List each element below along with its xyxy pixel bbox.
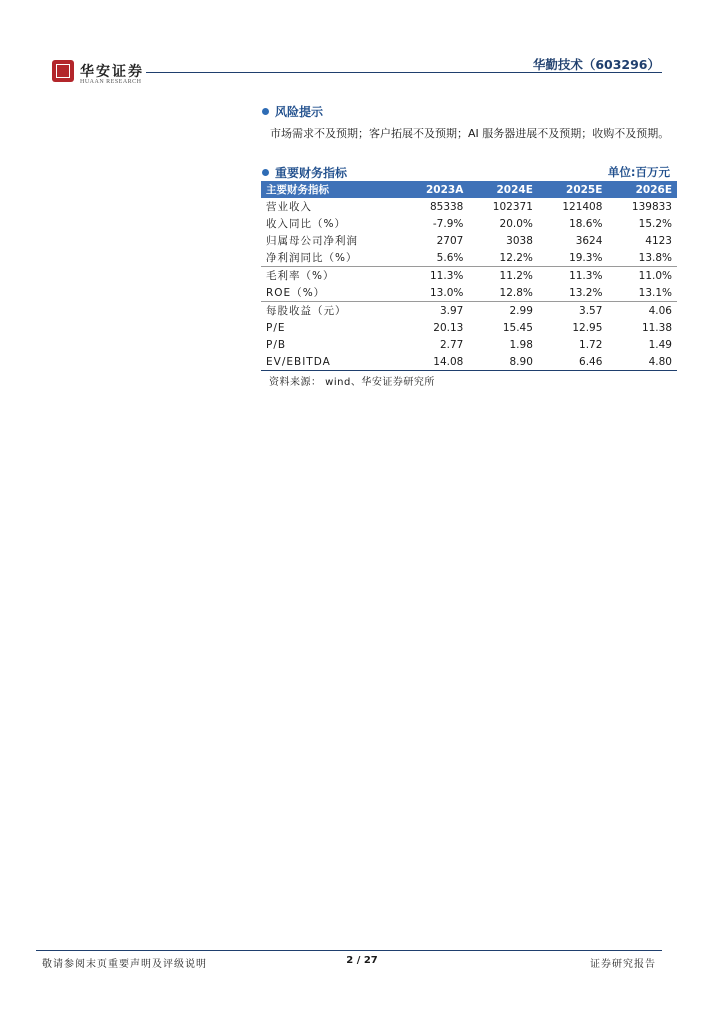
table-cell: 4.06 [607, 302, 677, 320]
table-cell: 11.3% [403, 267, 469, 285]
table-row [261, 336, 677, 353]
table-cell: 3624 [575, 234, 603, 247]
row-label: 每股收益（元） [261, 302, 403, 320]
table-row [261, 284, 677, 302]
table-cell: 85338 [429, 200, 464, 213]
table-cell: 1.72 [579, 338, 603, 351]
table-cell: 14.08 [403, 353, 469, 371]
table-cell: 11.38 [641, 321, 672, 334]
table-cell: 15.2% [638, 217, 672, 230]
table-row [261, 198, 677, 215]
table-cell: 12.95 [572, 321, 603, 334]
financial-table [261, 181, 677, 371]
disclaimer-note: 敬请参阅末页重要声明及评级说明 [42, 959, 207, 970]
row-label: P/E [266, 321, 286, 334]
report-type: 证券研究报告 [590, 959, 656, 970]
table-cell: 102371 [492, 200, 533, 213]
table-cell: 1.98 [509, 338, 533, 351]
table-cell: 11.0% [607, 267, 677, 285]
table-cell: 3038 [506, 234, 533, 247]
table-cell: 4.80 [607, 353, 677, 371]
financials-title-text: 重要财务指标 [275, 166, 348, 180]
table-cell: 2.77 [439, 338, 464, 351]
table-row [261, 319, 677, 336]
table-cell: 3.57 [538, 302, 608, 320]
table-cell: -7.9% [432, 217, 464, 230]
header-cell: 2024E [468, 181, 538, 198]
source-note: 资料来源： wind、华安证券研究所 [269, 377, 435, 388]
table-row [261, 353, 677, 371]
row-label: 收入同比（%） [266, 218, 346, 230]
logo-text: 华安证券 [80, 64, 144, 80]
table-cell: 18.6% [569, 217, 603, 230]
header-cell: 主要财务指标 [261, 181, 403, 198]
table-cell: 13.2% [569, 286, 603, 299]
table-row [261, 232, 677, 249]
row-label: 归属母公司净利润 [266, 235, 358, 247]
risk-title-text: 风险提示 [275, 105, 324, 119]
row-label: 营业收入 [266, 201, 312, 213]
table-cell: 15.45 [502, 321, 533, 334]
header-cell: 2026E [607, 181, 677, 198]
table-cell: 13.1% [638, 286, 672, 299]
table-row [261, 215, 677, 232]
row-label: 毛利率（%） [261, 267, 403, 285]
table-row [261, 267, 677, 285]
page-number: 2 / 27 [346, 955, 378, 966]
table-cell: 12.8% [499, 286, 533, 299]
row-label: ROE（%） [266, 287, 326, 299]
table-cell: 121408 [562, 200, 603, 213]
bullet-icon [262, 169, 269, 176]
table-cell: 3.97 [403, 302, 469, 320]
header-divider [146, 72, 662, 73]
risk-section-title [262, 103, 323, 120]
unit-label: 单位:百万元 [607, 165, 670, 179]
table-row [261, 302, 677, 320]
logo-subtext: HUAAN RESEARCH [80, 79, 142, 85]
table-cell: 5.6% [436, 251, 464, 264]
table-cell: 139833 [631, 200, 672, 213]
bullet-icon [262, 108, 269, 115]
table-cell: 19.3% [569, 251, 603, 264]
financials-section-title [262, 164, 347, 181]
table-cell: 6.46 [538, 353, 608, 371]
table-cell: 8.90 [468, 353, 538, 371]
table-row [261, 249, 677, 267]
company-title: 华勤技术（603296） [532, 57, 660, 72]
table-header-row [261, 181, 677, 198]
header-cell: 2023A [403, 181, 469, 198]
header-cell: 2025E [538, 181, 608, 198]
table-cell: 11.3% [538, 267, 608, 285]
table-cell: 4123 [645, 234, 672, 247]
row-label: EV/EBITDA [261, 353, 403, 371]
footer-divider [36, 950, 662, 951]
table-cell: 2.99 [468, 302, 538, 320]
row-label: P/B [266, 338, 287, 351]
table-cell: 13.8% [638, 251, 672, 264]
table-cell: 1.49 [648, 338, 672, 351]
table-cell: 13.0% [430, 286, 464, 299]
row-label: 净利润同比（%） [266, 252, 358, 264]
table-cell: 12.2% [499, 251, 533, 264]
table-cell: 20.0% [499, 217, 533, 230]
huaan-logo-icon [52, 60, 74, 82]
table-cell: 11.2% [468, 267, 538, 285]
table-cell: 2707 [436, 234, 464, 247]
risk-text: 市场需求不及预期；客户拓展不及预期；AI 服务器进展不及预期；收购不及预期。 [270, 127, 670, 140]
table-cell: 20.13 [433, 321, 464, 334]
